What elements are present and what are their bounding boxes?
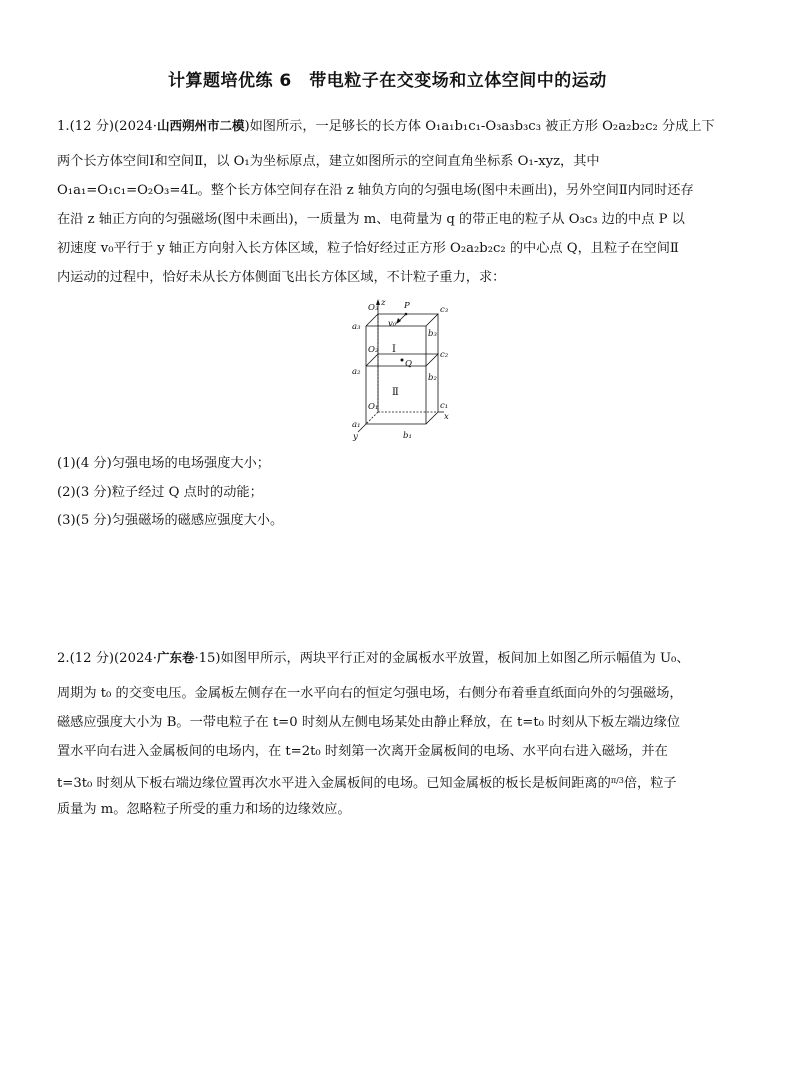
q1-line-1-tail: )如图所示，一足够长的长方体 O₁a₁b₁c₁-O₃a₃b₃c₃ 被正方形 O₂a₂b₂c₂ 分成上下: [244, 119, 715, 134]
q2-line-3: 磁感应强度大小为 B。一带电粒子在 t=0 时刻从左侧电场某处由静止释放，在 t=t₀ 时刻从下板左端边缘位: [57, 715, 681, 730]
q1-source: 山西朔州市二模: [156, 118, 245, 133]
q1-line-4: 在沿 z 轴正方向的匀强磁场(图中未画出)，一质量为 m、电荷量为 q 的带正电的粒子从 O₃c₃ 边的中点 P 以: [57, 212, 685, 227]
q1-line-3: O₁a₁=O₁c₁=O₂O₃=4L。整个长方体空间存在沿 z 轴负方向的匀强电场(图中未画出)，另外空间Ⅱ内同时还存: [57, 183, 694, 198]
label-space-II: Ⅱ: [392, 387, 399, 398]
q1-line-6: 内运动的过程中，恰好未从长方体侧面飞出长方体区域，不计粒子重力，求：: [57, 270, 506, 285]
label-b1: b₁: [403, 431, 412, 441]
q2-prefix: 2.(12 分)(2024·: [57, 651, 157, 666]
q2-line-5: [57, 771, 677, 794]
label-a3: a₃: [352, 322, 361, 332]
label-c3: c₃: [440, 305, 449, 315]
q1-prefix: 1.(12 分)(2024·: [57, 119, 157, 134]
q1-line-5: 初速度 v₀平行于 y 轴正方向射入长方体区域，粒子恰好经过正方形 O₂a₂b₂c₂ 的中心点 Q，且粒子在空间Ⅱ: [57, 241, 679, 256]
label-b2: b₂: [428, 373, 437, 383]
page-title: 计算题培优练 6 带电粒子在交变场和立体空间中的运动: [168, 71, 607, 91]
label-a2: a₂: [352, 367, 361, 377]
label-v0: v₀: [388, 319, 397, 329]
q2-line-5-text: t=3t₀ 时刻从下板右端边缘位置再次水平进入金属板间的电场。已知金属板的板长是板间距离的: [57, 776, 611, 791]
q2-line-1-tail: ·15)如图甲所示，两块平行正对的金属板水平放置，板间加上如图乙所示幅值为 U₀、: [194, 651, 690, 666]
q1-sub-2: (2)(3 分)粒子经过 Q 点时的动能；: [57, 485, 263, 500]
label-O2: O₂: [368, 345, 379, 355]
label-P: P: [404, 301, 410, 311]
q1-line-1: [57, 116, 715, 137]
q2-line-2: 周期为 t₀ 的交变电压。金属板左侧存在一水平向右的恒定匀强电场，右侧分布着垂直纸面向外的匀强磁场，: [57, 686, 683, 701]
q1-sub-3: (3)(5 分)匀强磁场的磁感应强度大小。: [57, 513, 284, 528]
label-O3: O₃: [368, 303, 379, 313]
label-z: z: [381, 298, 386, 308]
q2-line-5-tail: 倍，粒子: [623, 776, 677, 791]
label-space-I: Ⅰ: [392, 344, 396, 355]
label-c2: c₂: [440, 350, 449, 360]
q2-fraction: π/3: [610, 776, 624, 785]
label-Q: Q: [405, 359, 412, 369]
q1-line-2: 两个长方体空间Ⅰ和空间Ⅱ，以 O₁为坐标原点，建立如图所示的空间直角坐标系 O₁-xyz，其中: [57, 154, 600, 169]
cuboid-figure: [340, 296, 455, 442]
label-y: y: [353, 432, 358, 442]
q2-line-4: 置水平向右进入金属板间的电场内，在 t=2t₀ 时刻第一次离开金属板间的电场、水平向右进入磁场，并在: [57, 744, 668, 759]
q2-line-6: 质量为 m。忽略粒子所受的重力和场的边缘效应。: [57, 802, 351, 817]
q2-source: 广东卷: [156, 650, 195, 665]
label-a1: a₁: [352, 420, 361, 430]
q2-line-1: [57, 648, 690, 669]
q1-sub-1: (1)(4 分)匀强电场的电场强度大小；: [57, 456, 270, 471]
label-O1: O₁: [368, 402, 379, 412]
label-b3: b₃: [428, 329, 437, 339]
label-x: x: [444, 412, 449, 422]
label-c1: c₁: [440, 401, 449, 411]
